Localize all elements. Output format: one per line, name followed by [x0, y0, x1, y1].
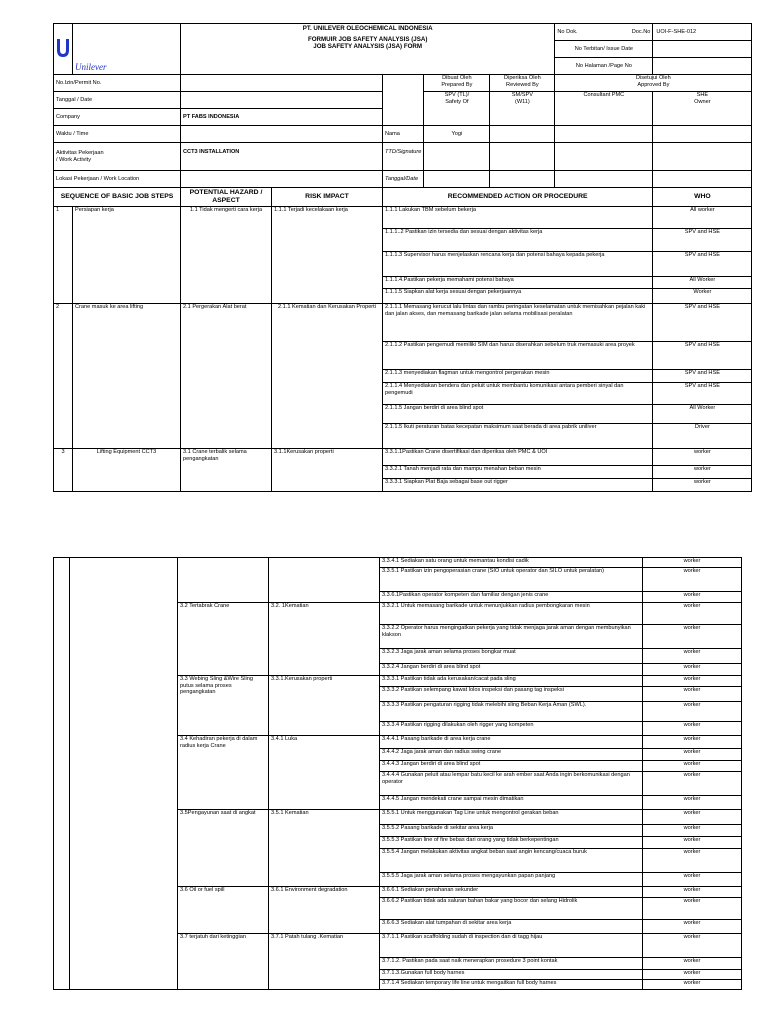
job-step: Crane masuk ke area lifting [73, 304, 181, 449]
recommended-action: 3.7.1.4 Sediakan temporary life line untuk mengaitkan full body harnes [380, 980, 643, 990]
risk-impact: 3.4.1 Luka [269, 736, 380, 810]
issue-date-value[interactable] [653, 41, 752, 58]
nama-she-owner[interactable] [653, 126, 752, 143]
table-row [54, 304, 752, 342]
prepared-by-label: Dibuat Oleh Prepared By [424, 75, 490, 92]
recommended-action: 3.4.4.1 Pasang barikade di area kerja crane [380, 736, 643, 749]
tanggal-prepared[interactable] [424, 171, 490, 188]
consultant-label: Consultant PMC [555, 92, 653, 126]
recommended-action: 2.1.1.4 Menyediakan bendera dan peluit untuk membantu komunikasi antara pemberi sinyal dan pengemudi [383, 383, 653, 405]
hazard: 3.6 Oil or fuel spill [178, 887, 269, 934]
recommended-action: 3.3.3.4 Pastikan rigging dilakukan oleh rigger yang kompeten [380, 722, 643, 736]
who: worker [643, 898, 742, 920]
ttd-label: TTD/Signature [383, 143, 424, 171]
nama-consultant[interactable] [555, 126, 653, 143]
recommended-action: 3.3.3.1 Pastikan tidak ada kerusakan/cacat pada sling [380, 676, 643, 687]
step-number: 1 [54, 207, 73, 304]
company-label: Company [54, 109, 181, 126]
recommended-action: 3.3.5.1 Pastikan izin pengoperasian crane (SIO untuk operator dan SILO untuk peralatan) [380, 568, 643, 592]
ttd-prepared[interactable] [424, 143, 490, 171]
recommended-action: 2.1.1.3 menyediakan flagman untuk mengontrol pergerakan mesin [383, 370, 653, 383]
who: worker [643, 887, 742, 898]
hazard: 3.1 Crane terbalik selama pengangkatan [181, 449, 272, 492]
risk-impact: 3.3.1.Kerusakan properti [269, 676, 380, 736]
recommended-action: 3.3.2.3 Jaga jarak aman selama proses bongkar muat [380, 649, 643, 664]
form-title-id: FORMUIR JOB SAFETY ANALYSIS (JSA) [307, 36, 428, 44]
table-row [54, 207, 752, 229]
doc-no-label: Doc.No [631, 28, 651, 35]
job-step-continued [70, 558, 178, 990]
recommended-action: 2.1.1.5 Jangan berdiri di area blind spot [383, 405, 653, 424]
who: worker [643, 702, 742, 722]
doc-number: UOI-F-SHE-012 [653, 24, 752, 41]
step-number: 2 [54, 304, 73, 449]
permit-no-value[interactable] [181, 75, 383, 92]
recommended-action: 3.3.3.2 Pastikan selempang kawat lolos inspeksi dan pasang tag inspeksi [380, 687, 643, 702]
recommended-action: 3.5.5.3 Pastikan line of fire bebas dari orang yang tidak berkepentingan [380, 837, 643, 849]
who: worker [643, 934, 742, 958]
risk-impact: 3.6.1 Environment degradation [269, 887, 380, 934]
tanggal-she-owner[interactable] [653, 171, 752, 188]
col-hazard: POTENTIAL HAZARD / ASPECT [181, 188, 272, 207]
who: worker [643, 749, 742, 761]
recommended-action: 3.4.4.2 Jaga jarak aman dan radius swing crane [380, 749, 643, 761]
company-title: PT. UNILEVER OLEOCHEMICAL INDONESIA [302, 25, 433, 32]
who: worker [643, 772, 742, 796]
who: SPV and HSE [653, 342, 752, 370]
jsa-form-page-1 [53, 23, 752, 492]
doc-no-cell [555, 24, 653, 41]
unilever-wordmark: Unilever [75, 62, 107, 73]
who: SPV and HSE [653, 229, 752, 252]
spv-tl-label: SPV (TL)/ Safety Of [424, 92, 490, 126]
hazard: 3.5Pengayunan saat di angkat [178, 810, 269, 887]
recommended-action: 3.7.1.2. Pastikan pada saat naik menerapkan prosedure 3 point kontak [380, 958, 643, 970]
recommended-action: 3.6.6.3 Sediakan alat tumpahan di sekitar area kerja [380, 920, 643, 934]
who: Worker [653, 289, 752, 304]
recommended-action: 2.1.1.1 Memasang kerucut lalu lintas dan rambu peringatan keselamatan untuk memisahkan pejalan kaki dan jalan akses, dan memasang barikade jalan selama mobilisasi peralatan [383, 304, 653, 342]
sm-spv-label: SM/SPV (W11) [490, 92, 555, 126]
tanggal-reviewed[interactable] [490, 171, 555, 188]
date-label: Tanggal / Date [54, 92, 181, 109]
who: worker [643, 625, 742, 649]
who: worker [643, 849, 742, 873]
location-label: Lokasi Pekerjaan / Work Location [54, 171, 181, 188]
who: worker [643, 592, 742, 603]
recommended-action: 3.3.3.3 Pastikan pengaturan rigging tidak melebihi sling Beban Kerja Aman (SWL). [380, 702, 643, 722]
hazard: 3.4 Kehadiran pekerja di dalam radius kerja Crane [178, 736, 269, 810]
who: worker [653, 466, 752, 479]
recommended-action: 3.4.4.3 Jangan berdiri di area blind spot [380, 761, 643, 772]
unilever-logo [54, 24, 73, 75]
recommended-action: 3.3.2.1 Tanah menjadi rata dan mampu menahan beban mesin [383, 466, 653, 479]
recommended-action: 1.1.1 Lakukan TBM sebelum bekerja [383, 207, 653, 229]
permit-no-label: No.Izin/Permit No. [54, 75, 181, 92]
approved-by-label: Disetujui Oleh Approved By [555, 75, 752, 92]
hazard: 1.1 Tidak mengerti cara kerja [181, 207, 272, 304]
recommended-action: 3.4.4.5 Jangan mendekati crane sampai mesin dimatikan [380, 796, 643, 810]
tanggal-label: Tanggal/Date [383, 171, 424, 188]
recommended-action: 3.3.6.1Pastikan operator kompeten dan familiar dengan jenis crane [380, 592, 643, 603]
col-who: WHO [653, 188, 752, 207]
nama-reviewer[interactable] [490, 126, 555, 143]
she-owner-label: SHE Owner [653, 92, 752, 126]
who: All worker [653, 207, 752, 229]
who: worker [643, 664, 742, 676]
recommended-action: 3.6.6.1 Sediakan penahanan sekunder [380, 887, 643, 898]
page-no-value[interactable] [653, 58, 752, 75]
who: Driver [653, 424, 752, 449]
time-label: Waktu / Time [54, 126, 181, 143]
who: worker [643, 970, 742, 980]
col-action: RECOMMENDED ACTION OR PROCEDURE [383, 188, 653, 207]
ttd-consultant[interactable] [555, 143, 653, 171]
recommended-action: 1.1.1..2 Pastikan izin tersedia dan sesuai dengan aktivitas kerja [383, 229, 653, 252]
risk-impact: 3.5.1 Kematian [269, 810, 380, 887]
who: worker [643, 825, 742, 837]
job-step: Lifting Equipment CCT3 [73, 449, 181, 492]
step-number: 3 [54, 449, 73, 492]
hazard-continued [178, 558, 269, 603]
who: worker [643, 958, 742, 970]
date-value[interactable] [181, 92, 383, 109]
recommended-action: 3.6.6.2 Pastikan tidak ada saluran bahan bakar yang bocor dan selang Hidrolik [380, 898, 643, 920]
recommended-action: 2.1.1.2 Pastikan pengemudi memiliki SIM dan harus diserahkan sebelum truk memasuki area proyek [383, 342, 653, 370]
recommended-action: 3.5.5.2 Pasang barikade di sekitar area kerja [380, 825, 643, 837]
spacer-cell [383, 75, 424, 126]
form-title-block [181, 24, 555, 75]
recommended-action: 1.1.1.3 Supervisor harus menjelaskan rencana kerja dan potensi bahaya kepada pekerja [383, 252, 653, 277]
recommended-action: 3.4.4.4 Gunakan peluit atau lempar batu kecil ke arah ember saat Anda ingin berkomunikasi dengan operator [380, 772, 643, 796]
who: All Worker [653, 277, 752, 289]
company-value: PT FABS INDONESIA [181, 109, 383, 126]
who: SPV and HSE [653, 370, 752, 383]
risk-impact: 1.1.1 Terjadi kecelakaan kerja [272, 207, 383, 304]
recommended-action: 3.3.2.4 Jangan berdiri di area blind spot [380, 664, 643, 676]
page-no-label: No Halaman /Page No [555, 58, 653, 75]
issue-date-label: No Terbitan/ Issue Date [555, 41, 653, 58]
hazard: 3.3 Webing Sling &Wire Sling putus selama proses pengangkatan [178, 676, 269, 736]
activity-value: CCT3 INSTALLATION [181, 143, 383, 171]
who: worker [643, 837, 742, 849]
recommended-action: 3.3.2.2 Operator harus mengingatkan pekerja yang tidak menjaga jarak aman dengan membunyikan klakson [380, 625, 643, 649]
step-number-continued [54, 558, 70, 990]
column-header-row [54, 188, 752, 207]
recommended-action: 3.3.2.1 Untuk memasang barikade untuk menunjukkan radius pembongkaran mesin [380, 603, 643, 625]
recommended-action: 3.3.4.1 Sediakan satu orang untuk memantau kondisi cadik [380, 558, 643, 568]
time-value[interactable] [181, 126, 383, 143]
col-sequence: SEQUENCE OF BASIC JOB STEPS [54, 188, 181, 207]
hazard: 2.1 Pergerakan Alat berat [181, 304, 272, 449]
activity-label [54, 143, 181, 171]
who: worker [643, 558, 742, 568]
no-dok-label: No Dok. [557, 28, 578, 35]
recommended-action: 3.5.5.5 Jaga jarak aman selama proses mengayunkan papan panjang [380, 873, 643, 887]
who: worker [643, 722, 742, 736]
activity-label-id: Aktivitas Pekerjaan [56, 149, 104, 156]
col-risk: RISK IMPACT [272, 188, 383, 207]
who: worker [643, 796, 742, 810]
unilever-u-icon [56, 38, 70, 58]
risk-impact: 3.1.1Kerusakan properti [272, 449, 383, 492]
who: All Worker [653, 405, 752, 424]
nama-label: Nama [383, 126, 424, 143]
recommended-action: 2.1.1.5 Ikuti peraturan batas kecepatan maksimum saat berada di area pabrik uniliver [383, 424, 653, 449]
who: worker [643, 568, 742, 592]
activity-label-en: / Work Activity [56, 156, 92, 163]
table-row [54, 558, 742, 568]
who: worker [643, 920, 742, 934]
who: SPV and HSE [653, 383, 752, 405]
who: worker [653, 479, 752, 492]
hazard: 3.7 terjatuh dari ketinggian [178, 934, 269, 990]
table-row [54, 449, 752, 466]
risk-impact: 2.1.1 Kematian dan Kerusakan Properti [272, 304, 383, 449]
who: SPV and HSE [653, 252, 752, 277]
recommended-action: 3.7.1.3.Gunakan full body harnes [380, 970, 643, 980]
risk-impact: 3.2. 1Kematian [269, 603, 380, 676]
who: worker [643, 649, 742, 664]
jsa-form-page-2 [53, 557, 742, 990]
form-title-en: JOB SAFETY ANALYSIS (JSA) FORM [313, 43, 423, 51]
recommended-action: 3.3.1.1Pastikan Crane disertifikasi dan diperiksa oleh PMC & UOI [383, 449, 653, 466]
who: worker [643, 810, 742, 825]
who: worker [643, 603, 742, 625]
risk-continued [269, 558, 380, 603]
job-step: Persiapan kerja [73, 207, 181, 304]
recommended-action: 3.5.5.1 Untuk menggunakan Tag Line untuk mengontrol gerakan beban [380, 810, 643, 825]
who: worker [643, 761, 742, 772]
recommended-action: 1.1.1.5 Siapkan alat kerja sesuai dengan pekerjaannya [383, 289, 653, 304]
recommended-action: 3.5.5.4 Jangan melakukan aktivitas angkat beban saat angin kencang/cuaca buruk [380, 849, 643, 873]
tanggal-consultant[interactable] [555, 171, 653, 188]
recommended-action: 3.3.3.1 Siapkan Plat Baja sebagai base out rigger [383, 479, 653, 492]
recommended-action: 1.1.1.4.Pastikan pekerja memahami potensi bahaya [383, 277, 653, 289]
recommended-action: 3.7.1.1 Pastikan scaffolding sudah di inspection dan di tagg hijau [380, 934, 643, 958]
who: worker [643, 873, 742, 887]
who: SPV and HSE [653, 304, 752, 342]
hazard: 3.2 Tertabrak Crane [178, 603, 269, 676]
reviewed-by-label: Diperiksa Oleh Reviewed By [490, 75, 555, 92]
risk-impact: 3.7.1 Patah tulang .Kematian [269, 934, 380, 990]
who: worker [643, 980, 742, 990]
who: worker [653, 449, 752, 466]
who: worker [643, 676, 742, 687]
ttd-she-owner[interactable] [653, 143, 752, 171]
ttd-reviewed[interactable] [490, 143, 555, 171]
who: worker [643, 736, 742, 749]
location-value[interactable] [181, 171, 383, 188]
who: worker [643, 687, 742, 702]
nama-value: Yogi [424, 126, 490, 143]
